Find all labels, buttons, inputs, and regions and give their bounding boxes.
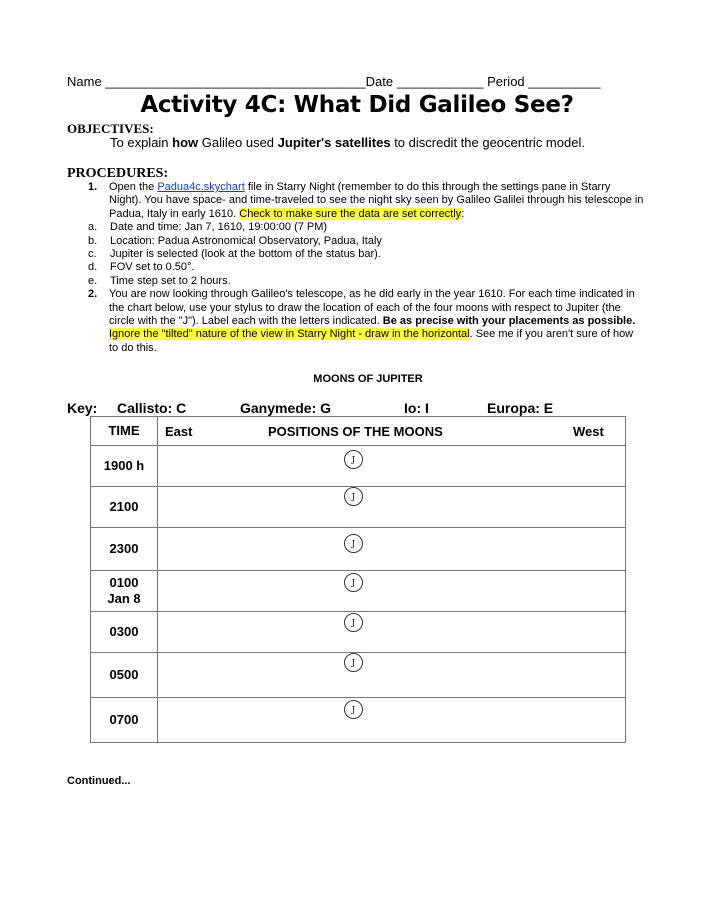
- time-cell: [91, 487, 158, 528]
- procedure-step-1: [67, 181, 645, 221]
- table-row: [91, 653, 626, 698]
- sub-letter: d.: [88, 261, 98, 274]
- table-row: [91, 571, 626, 612]
- time-value: 0300: [109, 624, 139, 639]
- continued-note: Continued...: [67, 775, 131, 787]
- sub-letter: b.: [88, 234, 98, 247]
- skychart-file-link[interactable]: Padua4c.skychart: [157, 181, 245, 193]
- drawing-cell[interactable]: [158, 698, 626, 743]
- key-label: Key:: [67, 400, 98, 416]
- table-row: [91, 698, 626, 743]
- drawing-cell[interactable]: [158, 571, 626, 612]
- sub-letter: e.: [88, 274, 98, 287]
- student-info-line: [67, 74, 601, 89]
- table-row: [91, 612, 626, 653]
- time-column-header: TIME: [91, 417, 158, 446]
- jupiter-circle-icon: J: [344, 573, 363, 592]
- date-field[interactable]: ____________: [396, 74, 484, 89]
- table-header-row: [91, 417, 626, 446]
- date-value: Jan 8: [107, 591, 141, 606]
- drawing-cell[interactable]: [158, 612, 626, 653]
- objectives-text-part: To explain: [110, 135, 173, 150]
- name-label: Name: [67, 74, 102, 89]
- highlighted-text: Check to make sure the data are set correctly: [239, 207, 462, 220]
- key-ganymede: Ganymede: G: [240, 400, 332, 416]
- sub-item: [67, 248, 645, 261]
- time-value: 2300: [109, 541, 139, 556]
- drawing-cell[interactable]: [158, 653, 626, 698]
- sub-item: [67, 261, 645, 274]
- objectives-bold-how: how: [172, 135, 199, 150]
- jupiter-circle-icon: J: [344, 534, 363, 553]
- key-europa: Europa: E: [487, 400, 554, 416]
- jupiter-circle-icon: J: [344, 700, 363, 719]
- objectives-bold-satellites: Jupiter's satellites: [277, 135, 391, 150]
- procedures-list: [67, 181, 645, 355]
- step-text: :: [461, 207, 465, 220]
- step-text: You are now looking through Galileo's telescope, as he did early in the year 1610. For each time indicated in the chart below, use your stylus to draw the location of each of the four moons with respect to Jupiter (the circle with the "J"). Label each with the letters indicated.: [109, 288, 635, 328]
- sub-item: [67, 275, 645, 288]
- moon-positions-table: [90, 416, 626, 743]
- step-bold-text: Be as precise with your placements as possible.: [382, 315, 636, 328]
- objectives-text: [110, 135, 585, 150]
- step-text: . See me if you aren't sure of how to do this.: [109, 328, 634, 354]
- drawing-cell[interactable]: [158, 528, 626, 571]
- sub-item: [67, 221, 645, 234]
- jupiter-circle-icon: J: [344, 450, 363, 469]
- drawing-cell[interactable]: [158, 487, 626, 528]
- step-number: 1.: [88, 181, 98, 193]
- east-label: East: [165, 424, 193, 439]
- key-callisto: Callisto: C: [117, 400, 187, 416]
- sub-text: Location: Padua Astronomical Observatory, Padua, Italy: [110, 234, 382, 247]
- highlighted-text: Ignore the "tilted" nature of the view in Starry Night - draw in the horizontal: [109, 328, 470, 341]
- sub-text: FOV set to 0.50°.: [110, 261, 195, 274]
- page-title: Activity 4C: What Did Galileo See?: [140, 92, 574, 118]
- moons-title: MOONS OF JUPITER: [313, 373, 423, 385]
- time-value: 2100: [109, 499, 139, 514]
- objectives-heading: OBJECTIVES:: [67, 121, 154, 136]
- period-field[interactable]: __________: [528, 74, 601, 89]
- step-text: file in Starry Night (remember to do this through the settings pane in Starry Night). You have space- and time-traveled to see the night sky seen by Galileo Galilei through his telescope in Padua, Italy in early 1610.: [109, 181, 644, 220]
- time-cell: [91, 612, 158, 653]
- sub-letter: a.: [88, 221, 98, 234]
- time-value: 1900 h: [103, 458, 145, 473]
- jupiter-circle-icon: J: [344, 487, 363, 506]
- time-cell: [91, 653, 158, 698]
- time-cell: [91, 698, 158, 743]
- positions-label: POSITIONS OF THE MOONS: [268, 424, 443, 439]
- period-label: Period: [487, 74, 525, 89]
- table-row: [91, 446, 626, 487]
- sub-item: [67, 235, 645, 248]
- sub-text: Time step set to 2 hours.: [110, 274, 231, 287]
- sub-text: Jupiter is selected (look at the bottom of the status bar).: [110, 248, 381, 261]
- west-label: West: [573, 424, 604, 439]
- time-value: 0700: [109, 712, 139, 727]
- time-cell: [91, 571, 158, 612]
- jupiter-circle-icon: J: [344, 613, 363, 632]
- sub-text: Date and time: Jan 7, 1610, 19:00:00 (7 PM): [110, 221, 328, 234]
- table-row: [91, 487, 626, 528]
- time-cell: [91, 446, 158, 487]
- name-field[interactable]: ____________________________________: [105, 74, 366, 89]
- step-number: 2.: [88, 288, 98, 301]
- positions-column-header: [158, 417, 626, 446]
- drawing-cell[interactable]: [158, 446, 626, 487]
- date-label: Date: [365, 74, 394, 89]
- step-text: Open the: [109, 181, 158, 193]
- time-cell: [91, 528, 158, 571]
- procedures-heading: PROCEDURES:: [67, 166, 169, 181]
- objectives-text-part: to discredit the geocentric model.: [390, 135, 585, 150]
- table-row: [91, 528, 626, 571]
- time-value: 0100: [109, 575, 139, 590]
- time-value: 0500: [109, 667, 139, 682]
- sub-letter: c.: [88, 248, 97, 261]
- procedure-step-2: [67, 288, 645, 355]
- key-io: Io: I: [404, 400, 429, 416]
- jupiter-circle-icon: J: [344, 653, 363, 672]
- objectives-text-part: Galileo used: [198, 135, 278, 150]
